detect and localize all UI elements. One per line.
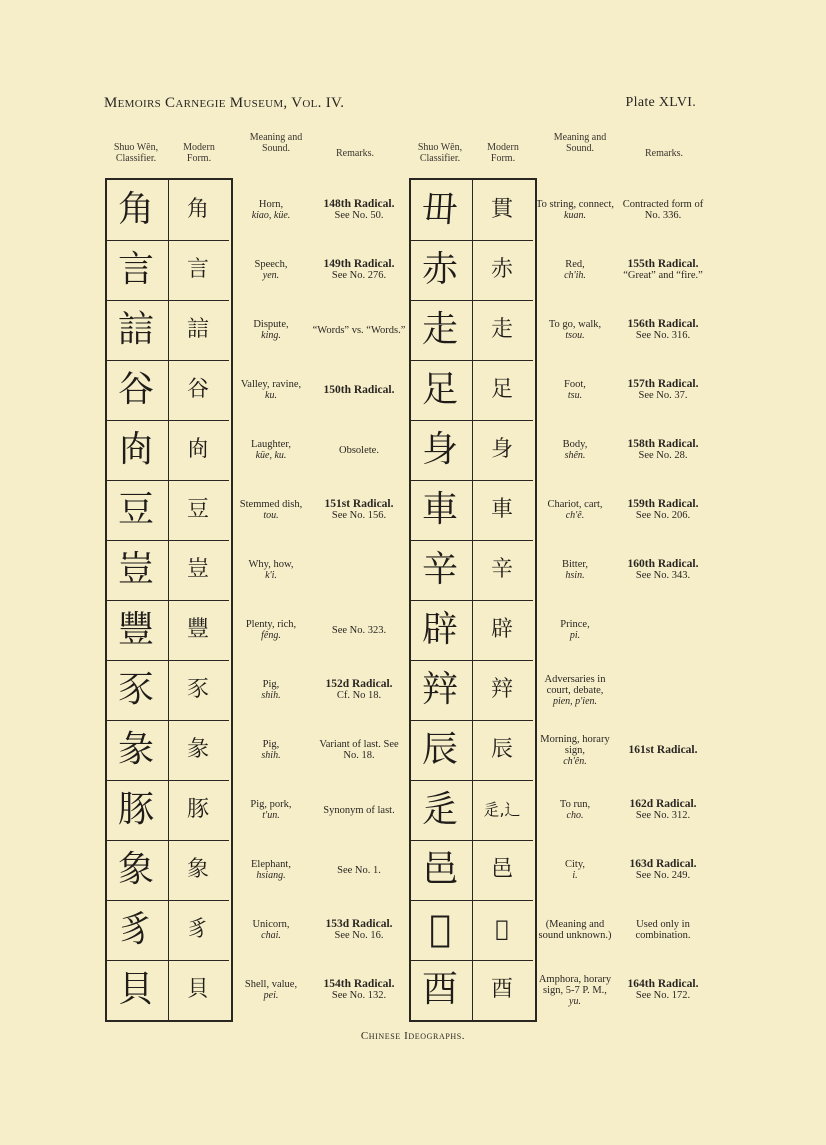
header-meaning-left: Meaning and Sound.	[249, 132, 303, 154]
left-sound-text: shih.	[261, 750, 281, 761]
left-sound-text: yen.	[262, 270, 280, 281]
right-remark-text: See No. 206.	[635, 510, 691, 521]
right-meaning	[536, 799, 614, 821]
left-remarks	[312, 445, 406, 456]
right-meaning	[536, 499, 614, 521]
left-meaning	[232, 919, 310, 941]
left-meaning	[232, 559, 310, 581]
left-seal-glyph: 㕯	[117, 429, 154, 470]
right-seal-glyph: 走	[421, 309, 458, 350]
left-seal-glyph: 谷	[117, 369, 154, 410]
right-remarks	[616, 259, 710, 281]
left-seal-glyph: 貝	[117, 969, 154, 1010]
header-modern-right: Modern Form.	[487, 142, 519, 164]
left-radical-number: 149th Radical.	[323, 258, 395, 270]
left-meaning-text: Pig,	[262, 679, 280, 690]
left-remark-text: See No. 276.	[331, 270, 387, 281]
left-seal-glyph: 豐	[117, 609, 154, 650]
left-modern-glyph: 豸	[186, 917, 209, 942]
left-remarks	[312, 805, 406, 816]
right-meaning-text: Chariot, cart,	[547, 499, 603, 510]
right-modern-glyph: 邑	[490, 857, 513, 882]
right-remark-text: See No. 37.	[638, 390, 688, 401]
left-sound-text: pei.	[263, 990, 279, 1001]
right-meaning-text: Adversaries in court, debate,	[544, 673, 606, 696]
left-remarks	[312, 325, 406, 336]
right-seal-glyph: 辰	[421, 729, 458, 770]
left-modern-glyph: 豚	[186, 797, 209, 822]
left-remarks	[312, 199, 406, 221]
left-remarks	[312, 499, 406, 521]
right-remark-text: “Great” and “fire.”	[623, 270, 703, 281]
left-meaning-text: Laughter,	[250, 439, 292, 450]
left-remark-text: Variant of last. See No. 18.	[319, 739, 399, 761]
right-meaning-text: To go, walk,	[548, 319, 602, 330]
left-sound-text: kiao, küe.	[251, 210, 291, 221]
right-radical-number: 157th Radical.	[627, 378, 699, 390]
left-remark-text: See No. 156.	[331, 510, 387, 521]
left-meaning	[232, 379, 310, 401]
left-meaning-text: Plenty, rich,	[245, 619, 297, 630]
right-seal-glyph: 邑	[421, 849, 458, 890]
right-sound-text: i.	[572, 870, 578, 881]
right-sound-text: shên.	[564, 450, 586, 461]
left-meaning-text: Pig, pork,	[250, 799, 292, 810]
left-meaning-text: Shell, value,	[244, 979, 298, 990]
right-remark-text: Contracted form of No. 336.	[622, 199, 704, 221]
left-remark-text: See No. 323.	[331, 624, 387, 636]
left-modern-glyph: 貝	[186, 977, 209, 1002]
left-seal-glyph: 象	[117, 849, 154, 890]
left-meaning	[232, 259, 310, 281]
right-meaning	[536, 319, 614, 341]
right-radical-number: 160th Radical.	[627, 558, 699, 570]
left-meaning-text: Speech,	[254, 259, 288, 270]
left-sound-text: k'i.	[265, 570, 277, 581]
right-seal-glyph: 身	[421, 429, 458, 470]
right-meaning-text: Prince,	[560, 619, 590, 630]
left-modern-glyph: 象	[186, 857, 209, 882]
header-classifier-left: Shuo Wên, Classifier.	[113, 142, 159, 164]
right-meaning	[536, 974, 614, 1007]
header-classifier-right: Shuo Wên, Classifier.	[417, 142, 463, 164]
right-seal-glyph: 辡	[421, 669, 458, 710]
left-sound-text: hsiang.	[256, 870, 286, 881]
left-seal-glyph: 角	[117, 189, 154, 230]
right-seal-glyph: 足	[421, 369, 458, 410]
right-seal-glyph: 辛	[421, 549, 458, 590]
left-remarks	[312, 259, 406, 281]
left-meaning	[232, 319, 310, 341]
left-sound-text: fêng.	[261, 630, 281, 641]
left-seal-glyph: 豸	[117, 909, 154, 950]
left-modern-glyph: 谷	[186, 377, 209, 402]
right-meaning-text: Amphora, horary sign, 5-7 P. M.,	[538, 973, 612, 996]
left-meaning-text: Dispute,	[253, 319, 289, 330]
right-remark-text: See No. 343.	[635, 570, 691, 581]
right-radical-number: 164th Radical.	[627, 978, 699, 990]
right-radical-number: 156th Radical.	[627, 318, 699, 330]
left-seal-glyph: 彖	[117, 729, 154, 770]
right-radical-number: 161st Radical.	[628, 743, 698, 756]
right-remarks	[616, 499, 710, 521]
left-seal-glyph: 豈	[117, 549, 154, 590]
right-modern-glyph: 走	[490, 317, 513, 342]
left-seal-glyph: 言	[117, 249, 154, 290]
header-remarks-right: Remarks.	[644, 148, 684, 159]
right-sound-text: hsin.	[565, 570, 585, 581]
left-seal-glyph: 豆	[117, 489, 154, 530]
right-remark-text: See No. 312.	[635, 810, 691, 821]
left-meaning-text: Horn,	[258, 199, 284, 210]
right-meaning	[536, 734, 614, 767]
right-meaning	[536, 379, 614, 401]
left-modern-glyph: 豆	[186, 497, 209, 522]
left-meaning	[232, 799, 310, 821]
left-remark-text: Synonym of last.	[323, 804, 395, 816]
right-meaning	[536, 859, 614, 881]
left-sound-text: shih.	[261, 690, 281, 701]
right-modern-glyph: 辡	[490, 677, 513, 702]
left-meaning	[232, 979, 310, 1001]
left-remark-text: Cf. No 18.	[336, 690, 382, 701]
right-sound-text: cho.	[566, 810, 584, 821]
left-radical-number: 150th Radical.	[323, 383, 395, 396]
right-seal-glyph: 酉	[421, 969, 458, 1010]
right-meaning-text: Bitter,	[561, 559, 589, 570]
left-meaning	[232, 679, 310, 701]
left-meaning	[232, 619, 310, 641]
left-remarks	[312, 919, 406, 941]
left-modern-glyph: 言	[186, 257, 209, 282]
right-remarks	[616, 919, 710, 941]
left-remarks	[312, 385, 406, 396]
right-sound-text: pien, p'ien.	[552, 695, 598, 707]
right-sound-text: tsou.	[565, 330, 585, 341]
header-meaning-right: Meaning and Sound.	[553, 132, 607, 154]
right-modern-glyph: 赤	[490, 257, 513, 282]
left-modern-glyph: 豈	[186, 557, 209, 582]
right-meaning-text: (Meaning and sound unknown.)	[538, 919, 612, 941]
right-modern-glyph: 酉	[490, 977, 513, 1002]
left-remarks	[312, 625, 406, 636]
left-meaning-text: Stemmed dish,	[239, 499, 303, 510]
right-seal-glyph: 車	[421, 489, 458, 530]
right-meaning	[536, 559, 614, 581]
right-meaning-text: City,	[564, 859, 586, 870]
right-radical-number: 163d Radical.	[629, 858, 697, 870]
right-radical-number: 158th Radical.	[627, 438, 699, 450]
right-modern-glyph: 車	[490, 497, 513, 522]
right-sound-text: ch'ên.	[563, 755, 587, 767]
right-sound-text: kuan.	[564, 210, 586, 221]
right-sound-text: ch'ih.	[564, 270, 586, 281]
right-meaning-text: Red,	[565, 259, 585, 270]
left-seal-glyph: 豕	[117, 669, 154, 710]
right-seal-glyph: 𨛜	[429, 909, 451, 950]
header-modern-left: Modern Form.	[183, 142, 215, 164]
left-sound-text: tou.	[263, 510, 279, 521]
right-modern-glyph: 辛	[490, 557, 513, 582]
left-seal-glyph: 誩	[117, 309, 154, 350]
right-radical-number: 155th Radical.	[627, 258, 699, 270]
left-meaning	[232, 499, 310, 521]
left-sound-text: king.	[261, 330, 281, 341]
right-meaning-text: Foot,	[564, 379, 586, 390]
right-remark-text: See No. 172.	[635, 990, 691, 1001]
right-sound-text: ch'ê.	[565, 510, 585, 521]
right-meaning-text: Body,	[562, 439, 588, 450]
right-remarks	[616, 979, 710, 1001]
right-meaning	[536, 919, 614, 941]
right-remarks	[616, 859, 710, 881]
right-remarks	[616, 559, 710, 581]
left-modern-glyph: 豐	[186, 617, 209, 642]
right-remark-text: See No. 316.	[635, 330, 691, 341]
left-radical-number: 151st Radical.	[324, 498, 394, 510]
right-meaning	[536, 674, 614, 707]
journal-title: Memoirs Carnegie Museum, Vol. IV.	[104, 95, 345, 111]
plate-caption: Chinese Ideographs.	[360, 1030, 466, 1042]
left-remark-text: “Words” vs. “Words.”	[312, 324, 406, 336]
left-sound-text: chai.	[261, 930, 281, 941]
right-meaning-text: Morning, horary sign,	[540, 733, 610, 756]
right-sound-text: pi.	[569, 630, 581, 641]
left-meaning-text: Elephant,	[251, 859, 291, 870]
left-meaning	[232, 199, 310, 221]
right-seal-glyph: 辵	[421, 789, 458, 830]
left-modern-glyph: 誩	[186, 317, 209, 342]
header-remarks-left: Remarks.	[335, 148, 375, 159]
left-remarks	[312, 679, 406, 701]
right-modern-glyph: 貫	[490, 197, 513, 222]
right-sound-text: tsu.	[567, 390, 583, 401]
left-sound-text: t'un.	[262, 810, 280, 821]
left-remark-text: See No. 132.	[331, 990, 387, 1001]
left-remarks	[312, 739, 406, 761]
right-remarks	[616, 199, 710, 221]
right-remarks	[616, 439, 710, 461]
left-modern-glyph: 㕯	[186, 437, 209, 462]
right-modern-glyph: 辰	[490, 737, 513, 762]
left-remarks	[312, 865, 406, 876]
right-remarks	[616, 745, 710, 756]
right-remarks	[616, 319, 710, 341]
left-radical-number: 152d Radical.	[325, 678, 393, 690]
left-modern-glyph: 角	[186, 197, 209, 222]
left-remark-text: See No. 50.	[334, 210, 384, 221]
right-meaning	[536, 439, 614, 461]
left-remark-text: Obsolete.	[339, 444, 379, 456]
left-meaning	[232, 439, 310, 461]
right-meaning-text: To run,	[559, 799, 591, 810]
left-radical-number: 148th Radical.	[323, 198, 395, 210]
right-modern-glyph: 辟	[490, 617, 513, 642]
right-meaning-text: To string, connect,	[536, 199, 614, 210]
right-remark-text: Used only in combination.	[635, 919, 691, 941]
right-seal-glyph: 赤	[421, 249, 458, 290]
left-sound-text: ku.	[265, 390, 277, 401]
right-modern-glyph: 身	[490, 437, 513, 462]
left-radical-number: 154th Radical.	[323, 978, 395, 990]
right-radical-number: 159th Radical.	[627, 498, 699, 510]
right-remarks	[616, 799, 710, 821]
left-modern-glyph: 彖	[186, 737, 209, 762]
left-remarks	[312, 979, 406, 1001]
left-remark-text: See No. 16.	[334, 930, 384, 941]
left-remark-text: See No. 1.	[337, 864, 381, 876]
right-modern-glyph: 辵,辶	[483, 800, 521, 819]
right-seal-glyph: 辟	[421, 609, 458, 650]
left-seal-glyph: 豚	[117, 789, 154, 830]
left-meaning-text: Valley, ravine,	[240, 379, 302, 390]
plate-number: Plate XLVI.	[625, 95, 696, 110]
right-meaning	[536, 199, 614, 221]
left-meaning-text: Unicorn,	[252, 919, 290, 930]
left-meaning	[232, 859, 310, 881]
right-remarks	[616, 379, 710, 401]
right-remark-text: See No. 28.	[638, 450, 688, 461]
left-meaning	[232, 739, 310, 761]
left-modern-glyph: 豕	[186, 677, 209, 702]
left-radical-number: 153d Radical.	[325, 918, 393, 930]
right-modern-glyph: 𨛜	[495, 917, 509, 942]
right-meaning	[536, 619, 614, 641]
right-modern-glyph: 足	[490, 377, 513, 402]
right-radical-number: 162d Radical.	[629, 798, 697, 810]
right-meaning	[536, 259, 614, 281]
left-sound-text: küe, ku.	[255, 450, 287, 461]
right-remark-text: See No. 249.	[635, 870, 691, 881]
left-meaning-text: Pig,	[262, 739, 280, 750]
right-sound-text: yu.	[569, 995, 581, 1007]
right-seal-glyph: 毌	[421, 189, 458, 230]
left-meaning-text: Why, how,	[248, 559, 294, 570]
